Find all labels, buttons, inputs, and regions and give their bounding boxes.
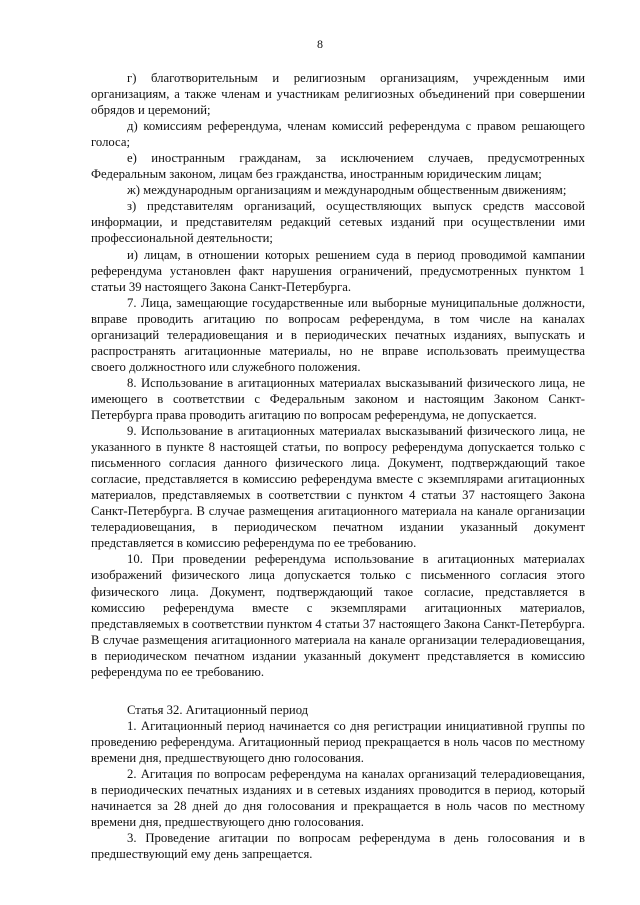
article-32-clause-1: 1. Агитационный период начинается со дня регистрации инициативной группы по проведению референдума. Агитационный период прекращается в ноль часов по местному времени дня, предшествующего дню голосования. (91, 718, 585, 765)
list-item-zh: ж) международным организациям и международным общественным движениям; (127, 183, 567, 198)
clause-7: 7. Лица, замещающие государственные или выборные муниципальные должности, вправе проводить агитацию по вопросам референдума, в том числе на каналах организаций телерадиовещания и в периодических печатных изданиях, выпускать и распространять агитационные материалы, но не вправе использовать преимущества своего должностного или служебного положения. (91, 295, 585, 374)
list-item-d: д) комиссиям референдума, членам комиссий референдума с правом решающего голоса; (91, 119, 585, 150)
list-item-e: е) иностранным гражданам, за исключением случаев, предусмотренных Федеральным законом, лицам без гражданства, иностранным юридическим лицам; (91, 151, 585, 182)
clause-8: 8. Использование в агитационных материалах высказываний физического лица, не имеющего в соответствии с Федеральным законом и настоящим Законом Санкт-Петербурга права проводить агитацию по вопросам референдума, не допускается. (91, 375, 585, 422)
list-item-g: г) благотворительным и религиозным организациям, учрежденным ими организациям, а также членам и участникам религиозных объединений при совершении обрядов и церемоний; (91, 71, 585, 118)
list-item-z: з) представителям организаций, осуществляющих выпуск средств массовой информации, и представителям редакций сетевых изданий при осуществлении ими профессиональной деятельности; (91, 199, 585, 246)
page-number: 8 (317, 37, 323, 51)
document-body (91, 70, 585, 862)
clause-9: 9. Использование в агитационных материалах высказываний физического лица, не указанного в пункте 8 настоящей статьи, по вопросу референдума допускается только с письменного согласия данного физического лица. Документ, подтверждающий такое согласие, представляется в комиссию референдума вместе с экземплярами агитационных материалов, представляемых в соответствии с пунктом 4 статьи 37 настоящего Закона Санкт-Петербурга. В случае размещения агитационного материала на канале организации телерадиовещания, в периодическом печатном издании указанный документ представляется в комиссию референдума по ее требованию. (91, 424, 585, 551)
list-item-i: и) лицам, в отношении которых решением суда в период проводимой кампании референдума установлен факт нарушения ограничений, предусмотренных пунктом 1 статьи 39 настоящего Закона Санкт-Петербурга. (91, 247, 585, 294)
clause-10: 10. При проведении референдума использование в агитационных материалах изображений физического лица допускается только с письменного согласия этого физического лица. Документ, подтверждающий такое согласие, представляется в комиссию референдума вместе с экземплярами агитационных материалов, представляемых в соответствии пунктом 4 статьи 37 настоящего Закона Санкт-Петербурга. В случае размещения агитационного материала на канале организации телерадиовещания, в периодическом печатном издании указанный документ представляется в комиссию референдума по ее требованию. (91, 552, 585, 679)
article-32-clause-3: 3. Проведение агитации по вопросам референдума в день голосования и в предшествующий ему день запрещается. (91, 831, 585, 862)
article-32-title: Статья 32. Агитационный период (127, 702, 309, 717)
article-32-clause-2: 2. Агитация по вопросам референдума на каналах организаций телерадиовещания, в периодических печатных изданиях и в сетевых изданиях проводится в период, который начинается за 28 дней до дня голосования и прекращается в ноль часов по местному времени дня, предшествующего дню голосования. (91, 766, 585, 830)
